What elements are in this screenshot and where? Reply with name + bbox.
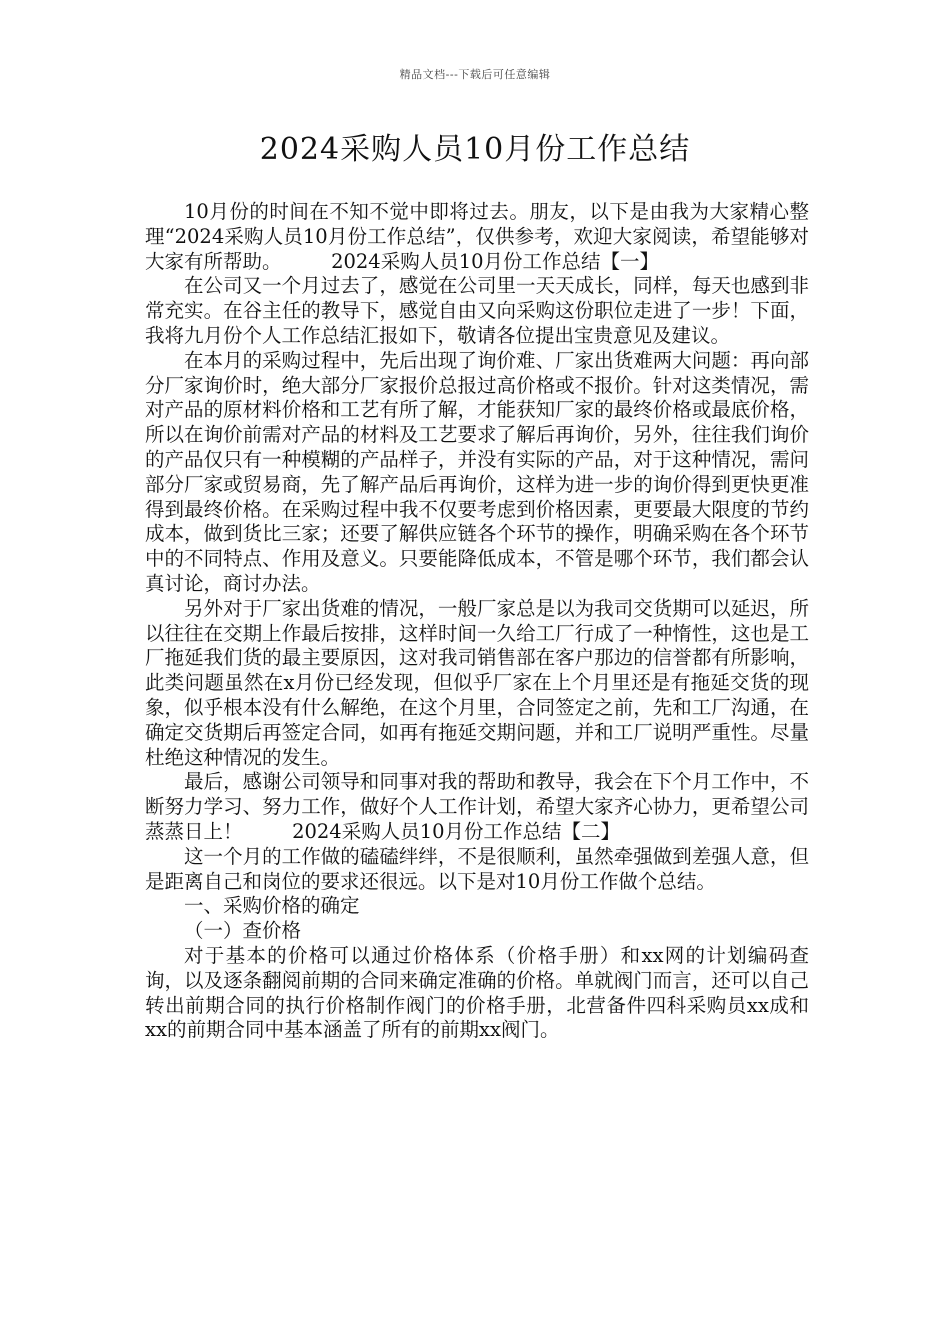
subsection-heading-1: （一）查价格 — [184, 919, 302, 943]
paragraph-6: 对于基本的价格可以通过价格体系（价格手册）和xx网的计划编码查询，以及逐条翻阅前期的合同来确定准确的价格。单就阀门而言，还可以自己转出前期合同的执行价格制作阀门的价格手册，北营备件四科采购员xx成和xx的前期合同中基本涵盖了所有的前期xx阀门。 — [145, 943, 809, 1042]
paragraph-3: 另外对于厂家出货难的情况，一般厂家总是以为我司交货期可以延迟，所以往往在交期上作最后按排，这样时间一久给工厂行成了一种惰性，这也是工厂拖延我们货的最主要原因，这对我司销售部在客户那边的信誉都有所影响，此类问题虽然在x月份已经发现，但似乎厂家在上个月里还是有拖延交货的现象，似乎根本没有什么解绝，在这个月里，合同签定之前，先和工厂沟通，在确定交货期后再签定合同，如再有拖延交期问题，并和工厂说明严重性。尽量杜绝这种情况的发生。 — [145, 596, 809, 769]
paragraph-intro: 10月份的时间在不知不觉中即将过去。朋友，以下是由我为大家精心整理“2024采购人员10月份工作总结”，仅供参考，欢迎大家阅读，希望能够对大家有所帮助。 2024采购人员10月份工作总结【一】 — [145, 200, 809, 273]
paragraph-5: 这一个月的工作做的磕磕绊绊，不是很顺利，虽然牵强做到差强人意，但是距离自己和岗位的要求还很远。以下是对10月份工作做个总结。 — [145, 844, 809, 893]
document-body — [145, 200, 809, 1043]
paragraph-4: 最后，感谢公司领导和同事对我的帮助和教导，我会在下个月工作中，不断努力学习、努力工作，做好个人工作计划，希望大家齐心协力，更希望公司蒸蒸日上！ 2024采购人员10月份工作总结【二】 — [145, 770, 809, 843]
page-header: 精品文档---下载后可任意编辑 — [399, 68, 551, 81]
paragraph-2: 在本月的采购过程中，先后出现了询价难、厂家出货难两大问题：再向部分厂家询价时，绝大部分厂家报价总报过高价格或不报价。针对这类情况，需对产品的原材料价格和工艺有所了解，才能获知厂家的最终价格或最底价格，所以在询价前需对产品的材料及工艺要求了解后再询价，另外，往往我们询价的产品仅只有一种模糊的产品样子，并没有实际的产品，对于这种情况，需问部分厂家或贸易商，先了解产品后再询价，这样为进一步的询价得到更快更准得到最终价格。在采购过程中我不仅要考虑到价格因素，更要最大限度的节约成本，做到货比三家；还要了解供应链各个环节的操作，明确采购在各个环节中的不同特点、作用及意义。只要能降低成本，不管是哪个环节，我们都会认真讨论，商讨办法。 — [145, 348, 809, 595]
document-title: 2024采购人员10月份工作总结 — [259, 132, 691, 167]
section-heading-1: 一、采购价格的确定 — [184, 894, 360, 918]
paragraph-1: 在公司又一个月过去了，感觉在公司里一天天成长，同样，每天也感到非常充实。在谷主任的教导下，感觉自由又向采购这份职位走进了一步！下面，我将九月份个人工作总结汇报如下，敬请各位提出宝贵意见及建议。 — [145, 274, 809, 347]
